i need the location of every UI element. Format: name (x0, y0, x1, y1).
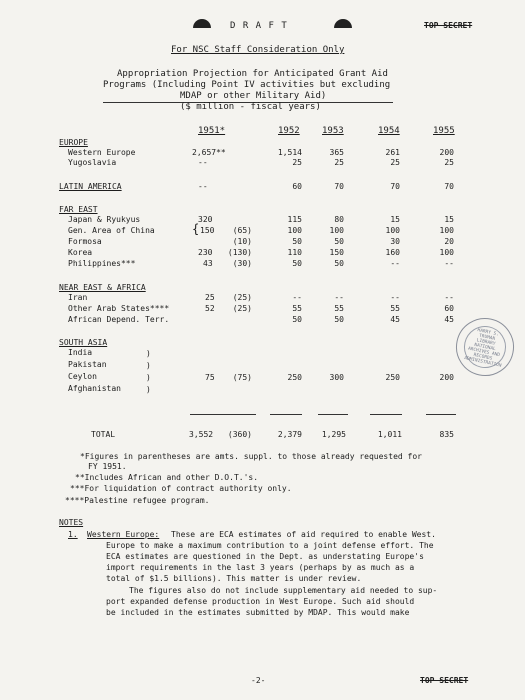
value-1952: -- (292, 293, 302, 302)
value-1953: 100 (329, 226, 344, 235)
footnote-3: ***For liquidation of contract authority only. (70, 484, 292, 493)
note-line-7: port expanded defense production in West Europe. Such aid should (106, 597, 415, 606)
value-1952: 1,514 (277, 148, 302, 157)
section-heading-europe: EUROPE (59, 138, 88, 147)
value-1952: 110 (287, 248, 302, 257)
draft-label: D R A F T (230, 21, 288, 31)
total-label: TOTAL (91, 430, 116, 439)
footnote-1: *Figures in parentheses are amts. suppl. to those already requested for (80, 452, 422, 461)
value-1952: 50 (292, 237, 302, 246)
note-line-1: These are ECA estimates of aid required to enable West. (171, 530, 436, 539)
note-line-4: import requirements in the last 3 years (perhaps by as much as a (106, 563, 415, 572)
value-1953: 80 (334, 215, 344, 224)
value-1952: 115 (287, 215, 302, 224)
value-1953: 55 (334, 304, 344, 313)
footnote-1-cont: FY 1951. (88, 462, 127, 471)
row-label: Western Europe (68, 148, 136, 157)
value-1951-supplement: (25) (232, 293, 252, 302)
value-1951: 2,657** (192, 148, 226, 157)
total-rule-1951 (190, 414, 256, 415)
year-1953: 1953 (322, 126, 344, 136)
total-rule-1953 (318, 414, 348, 415)
value-1951: 150 (200, 226, 215, 235)
value-1952: 100 (287, 226, 302, 235)
value-1955: 60 (444, 304, 454, 313)
value-1951: 52 (205, 304, 215, 313)
value-1952: 50 (292, 259, 302, 268)
value-1953: 300 (329, 373, 344, 382)
total-1951: 3,552 (189, 430, 214, 439)
total-rule-1954 (370, 414, 402, 415)
value-1951-supplement: (10) (232, 237, 252, 246)
title-line-2: Programs (Including Point IV activities but excluding (103, 80, 391, 90)
consideration-line: For NSC Staff Consideration Only (171, 45, 345, 55)
value-1952: 25 (292, 158, 302, 167)
row-label: Formosa (68, 237, 102, 246)
country-afghanistan: Afghanistan (68, 384, 121, 393)
value-1951: 230 (198, 248, 213, 257)
footnote-2: **Includes African and other D.O.T.'s. (75, 473, 259, 482)
value-1954: 25 (390, 158, 400, 167)
notes-heading: NOTES (59, 518, 84, 527)
value-1955: 100 (439, 226, 454, 235)
archive-stamp-text: HARRY S. TRUMAN LIBRARY NATIONAL ARCHIVES AND RECORDS ADMINISTRATION (463, 327, 502, 369)
total-rule-1952 (270, 414, 302, 415)
classification-bottom: TOP SECRET (420, 676, 469, 685)
archive-stamp (451, 313, 520, 382)
page-number: -2- (251, 676, 266, 685)
value-1955: 25 (444, 158, 454, 167)
value-1955: 20 (444, 237, 454, 246)
value-1951: 43 (203, 259, 213, 268)
year-1955: 1955 (433, 126, 455, 136)
note-number: 1. (68, 530, 78, 539)
value-1955: 100 (439, 248, 454, 257)
row-label: Philippines*** (68, 259, 136, 268)
title-line-3: MDAP or other Military Aid) (180, 91, 327, 101)
value-1954: 70 (390, 182, 400, 191)
brace-china-formosa: { (192, 222, 200, 236)
value-1951: -- (198, 182, 208, 191)
brace-south-asia: ) ) ) ) (146, 349, 151, 394)
note-line-6: The figures also do not include supplementary aid needed to sup- (129, 586, 438, 595)
note-line-5: total of $1.5 billions). This matter is under review. (106, 574, 362, 583)
value-1953: 70 (334, 182, 344, 191)
value-1955: -- (444, 293, 454, 302)
classification-top: TOP SECRET (424, 21, 473, 30)
value-1954: 250 (385, 373, 400, 382)
value-1954: -- (390, 293, 400, 302)
value-1953: 50 (334, 237, 344, 246)
punch-hole-left (193, 19, 211, 28)
value-1952: 55 (292, 304, 302, 313)
year-1952: 1952 (278, 126, 300, 136)
value-1951: 25 (205, 293, 215, 302)
row-label: Iran (68, 293, 88, 302)
value-1953: 50 (334, 315, 344, 324)
note-subject: Western Europe: (87, 530, 160, 539)
value-1955: 200 (439, 373, 454, 382)
row-label: Japan & Ryukyus (68, 215, 141, 224)
punch-hole-right (334, 19, 352, 28)
value-1951-supplement: (30) (232, 259, 252, 268)
value-1954: 100 (385, 226, 400, 235)
value-1955: 45 (444, 315, 454, 324)
footnote-4: ****Palestine refugee program. (65, 496, 210, 505)
row-label: Other Arab States**** (68, 304, 170, 313)
value-1955: -- (444, 259, 454, 268)
value-1951-supplement: (130) (227, 248, 252, 257)
value-1954: 160 (385, 248, 400, 257)
total-1952: 2,379 (277, 430, 302, 439)
value-1953: 25 (334, 158, 344, 167)
value-1954: 45 (390, 315, 400, 324)
country-india: India (68, 348, 93, 357)
title-line-4: ($ million - fiscal years) (180, 102, 321, 112)
total-1951-supplement: (360) (227, 430, 252, 439)
value-1952: 60 (292, 182, 302, 191)
title-line-1: Appropriation Projection for Anticipated Grant Aid (117, 69, 388, 79)
section-heading-latin-america: LATIN AMERICA (59, 182, 122, 191)
section-heading-far-east: FAR EAST (59, 205, 98, 214)
row-label: Yugoslavia (68, 158, 117, 167)
country-ceylon: Ceylon (68, 372, 97, 381)
value-1951: 75 (205, 373, 215, 382)
total-1954: 1,011 (377, 430, 402, 439)
row-label: African Depend. Terr. (68, 315, 170, 324)
total-1955: 835 (439, 430, 454, 439)
note-line-8: be included in the estimates submitted by MDAP. This would make (106, 608, 410, 617)
value-1953: 50 (334, 259, 344, 268)
value-1954: 261 (385, 148, 400, 157)
value-1951-supplement: (75) (232, 373, 252, 382)
value-1953: 365 (329, 148, 344, 157)
total-rule-1955 (426, 414, 456, 415)
value-1951-supplement: (65) (232, 226, 252, 235)
section-heading-near-east-africa: NEAR EAST & AFRICA (59, 283, 146, 292)
value-1954: 15 (390, 215, 400, 224)
note-line-2: Europe to make a maximum contribution to a joint defense effort. The (106, 541, 434, 550)
value-1954: 55 (390, 304, 400, 313)
value-1951: -- (198, 158, 208, 167)
section-heading-south-asia: SOUTH ASIA (59, 338, 108, 347)
year-1954: 1954 (378, 126, 400, 136)
value-1954: 30 (390, 237, 400, 246)
note-line-3: ECA estimates are questioned in the Dept. as understating Europe's (106, 552, 424, 561)
year-1951: 1951* (198, 126, 226, 136)
country-pakistan: Pakistan (68, 360, 107, 369)
value-1955: 70 (444, 182, 454, 191)
value-1955: 200 (439, 148, 454, 157)
value-1952: 250 (287, 373, 302, 382)
value-1952: 50 (292, 315, 302, 324)
value-1951: 320 (198, 215, 213, 224)
row-label: Korea (68, 248, 93, 257)
value-1951-supplement: (25) (232, 304, 252, 313)
row-label: Gen. Area of China (68, 226, 155, 235)
value-1953: -- (334, 293, 344, 302)
value-1953: 150 (329, 248, 344, 257)
total-1953: 1,295 (321, 430, 346, 439)
value-1955: 15 (444, 215, 454, 224)
value-1954: -- (390, 259, 400, 268)
